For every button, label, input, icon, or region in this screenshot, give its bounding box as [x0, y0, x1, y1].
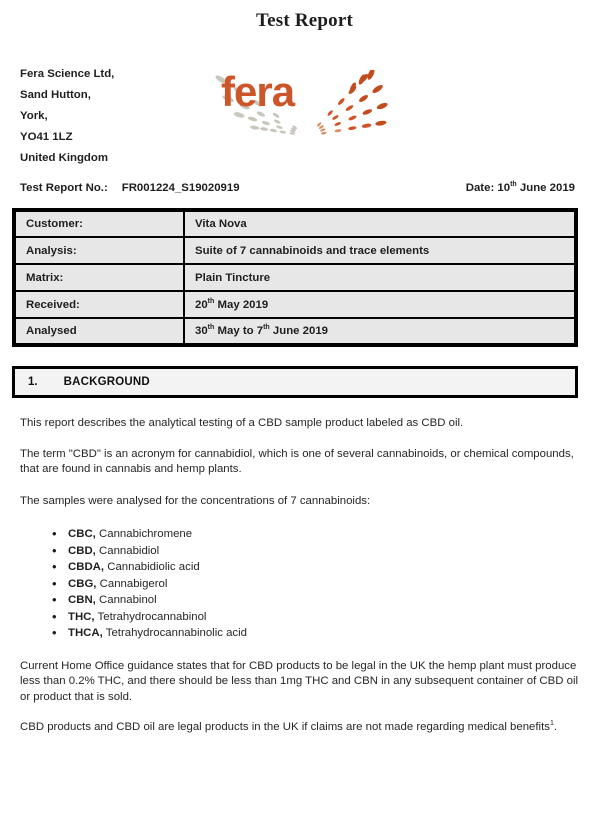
section-heading: BACKGROUND [63, 376, 150, 388]
list-item [52, 592, 589, 609]
cannabinoid-abbr: THC, [68, 610, 95, 623]
section-header-background [12, 366, 578, 398]
row-label: Analysed [14, 318, 184, 345]
fera-logo-svg [205, 70, 395, 145]
cannabinoid-name: Cannabichromene [95, 528, 193, 540]
table-row [14, 291, 576, 318]
cannabinoid-name: Tetrahydrocannabinolic acid [102, 627, 247, 639]
cannabinoid-abbr: THCA, [68, 627, 103, 639]
list-item [52, 609, 589, 626]
table-row [14, 318, 576, 345]
row-value: Suite of 7 cannabinoids and trace elements [184, 237, 576, 264]
cannabinoid-abbr: CBDA, [68, 561, 105, 573]
address-line: Sand Hutton, [20, 89, 91, 101]
list-item [52, 526, 589, 543]
paragraph: Current Home Office guidance states that for CBD products to be legal in the UK the hemp plant must produce less than 0.2% THC, and there should be less than 1mg THC and CBN in any subsequent container of CBD oil or product that is sold. [20, 659, 579, 703]
address-line: YO41 1LZ [20, 131, 73, 143]
report-date: Date: 10th June 2019 [465, 181, 575, 194]
list-item [52, 559, 589, 576]
paragraph: CBD products and CBD oil are legal products in the UK if claims are not made regarding medical benefits$^1$. [20, 720, 558, 733]
section-number: 1. [28, 376, 38, 388]
report-number [20, 182, 240, 194]
cannabinoid-abbr: CBG, [68, 577, 97, 590]
row-label: Matrix: [14, 264, 184, 291]
row-label: Received: [14, 291, 184, 318]
table-row [14, 210, 576, 237]
paragraph: This report describes the analytical testing of a CBD sample product labeled as CBD oil. [20, 417, 464, 429]
row-label: Customer: [14, 210, 184, 237]
cannabinoid-abbr: CBN, [68, 594, 96, 606]
paragraph: The term "CBD" is an acronym for cannabidiol, which is one of several cannabinoids, or chemical compounds, that are found in cannabis and hemp plants. [20, 447, 574, 475]
fera-logo [205, 70, 395, 145]
cannabinoid-abbr: CBD, [68, 544, 96, 557]
row-value: 20th May 2019 [184, 291, 576, 318]
row-value: 30th May to 7th June 2019 [184, 318, 576, 345]
cannabinoid-abbr: CBC, [68, 528, 96, 540]
page-title: Test Report [255, 10, 353, 31]
cannabinoid-list [52, 526, 589, 642]
report-number-value: FR001224_S19020919 [121, 182, 240, 194]
list-item [52, 576, 589, 593]
report-number-label: Test Report No.: [20, 182, 108, 194]
background-section-body [0, 416, 609, 736]
cannabinoid-name: Cannabinol [95, 594, 157, 606]
cannabinoid-name: Cannabigerol [96, 577, 168, 590]
table-row [14, 237, 576, 264]
list-item [52, 625, 589, 642]
list-item [52, 543, 589, 560]
sample-info-table [12, 208, 578, 347]
address-line: Fera Science Ltd, [20, 68, 115, 80]
row-value: Vita Nova [184, 210, 576, 237]
cannabinoid-name: Cannabidiol [95, 544, 160, 557]
cannabinoid-name: Cannabidiolic acid [104, 561, 200, 573]
address-line: York, [20, 110, 48, 122]
row-value: Plain Tincture [184, 264, 576, 291]
row-label: Analysis: [14, 237, 184, 264]
paragraph: The samples were analysed for the concentrations of 7 cannabinoids: [20, 494, 371, 507]
fera-logo-text: fera [221, 70, 295, 115]
address-line: United Kingdom [20, 152, 108, 164]
report-meta-row [0, 182, 609, 198]
table-row [14, 264, 576, 291]
cannabinoid-name: Tetrahydrocannabinol [94, 610, 207, 623]
